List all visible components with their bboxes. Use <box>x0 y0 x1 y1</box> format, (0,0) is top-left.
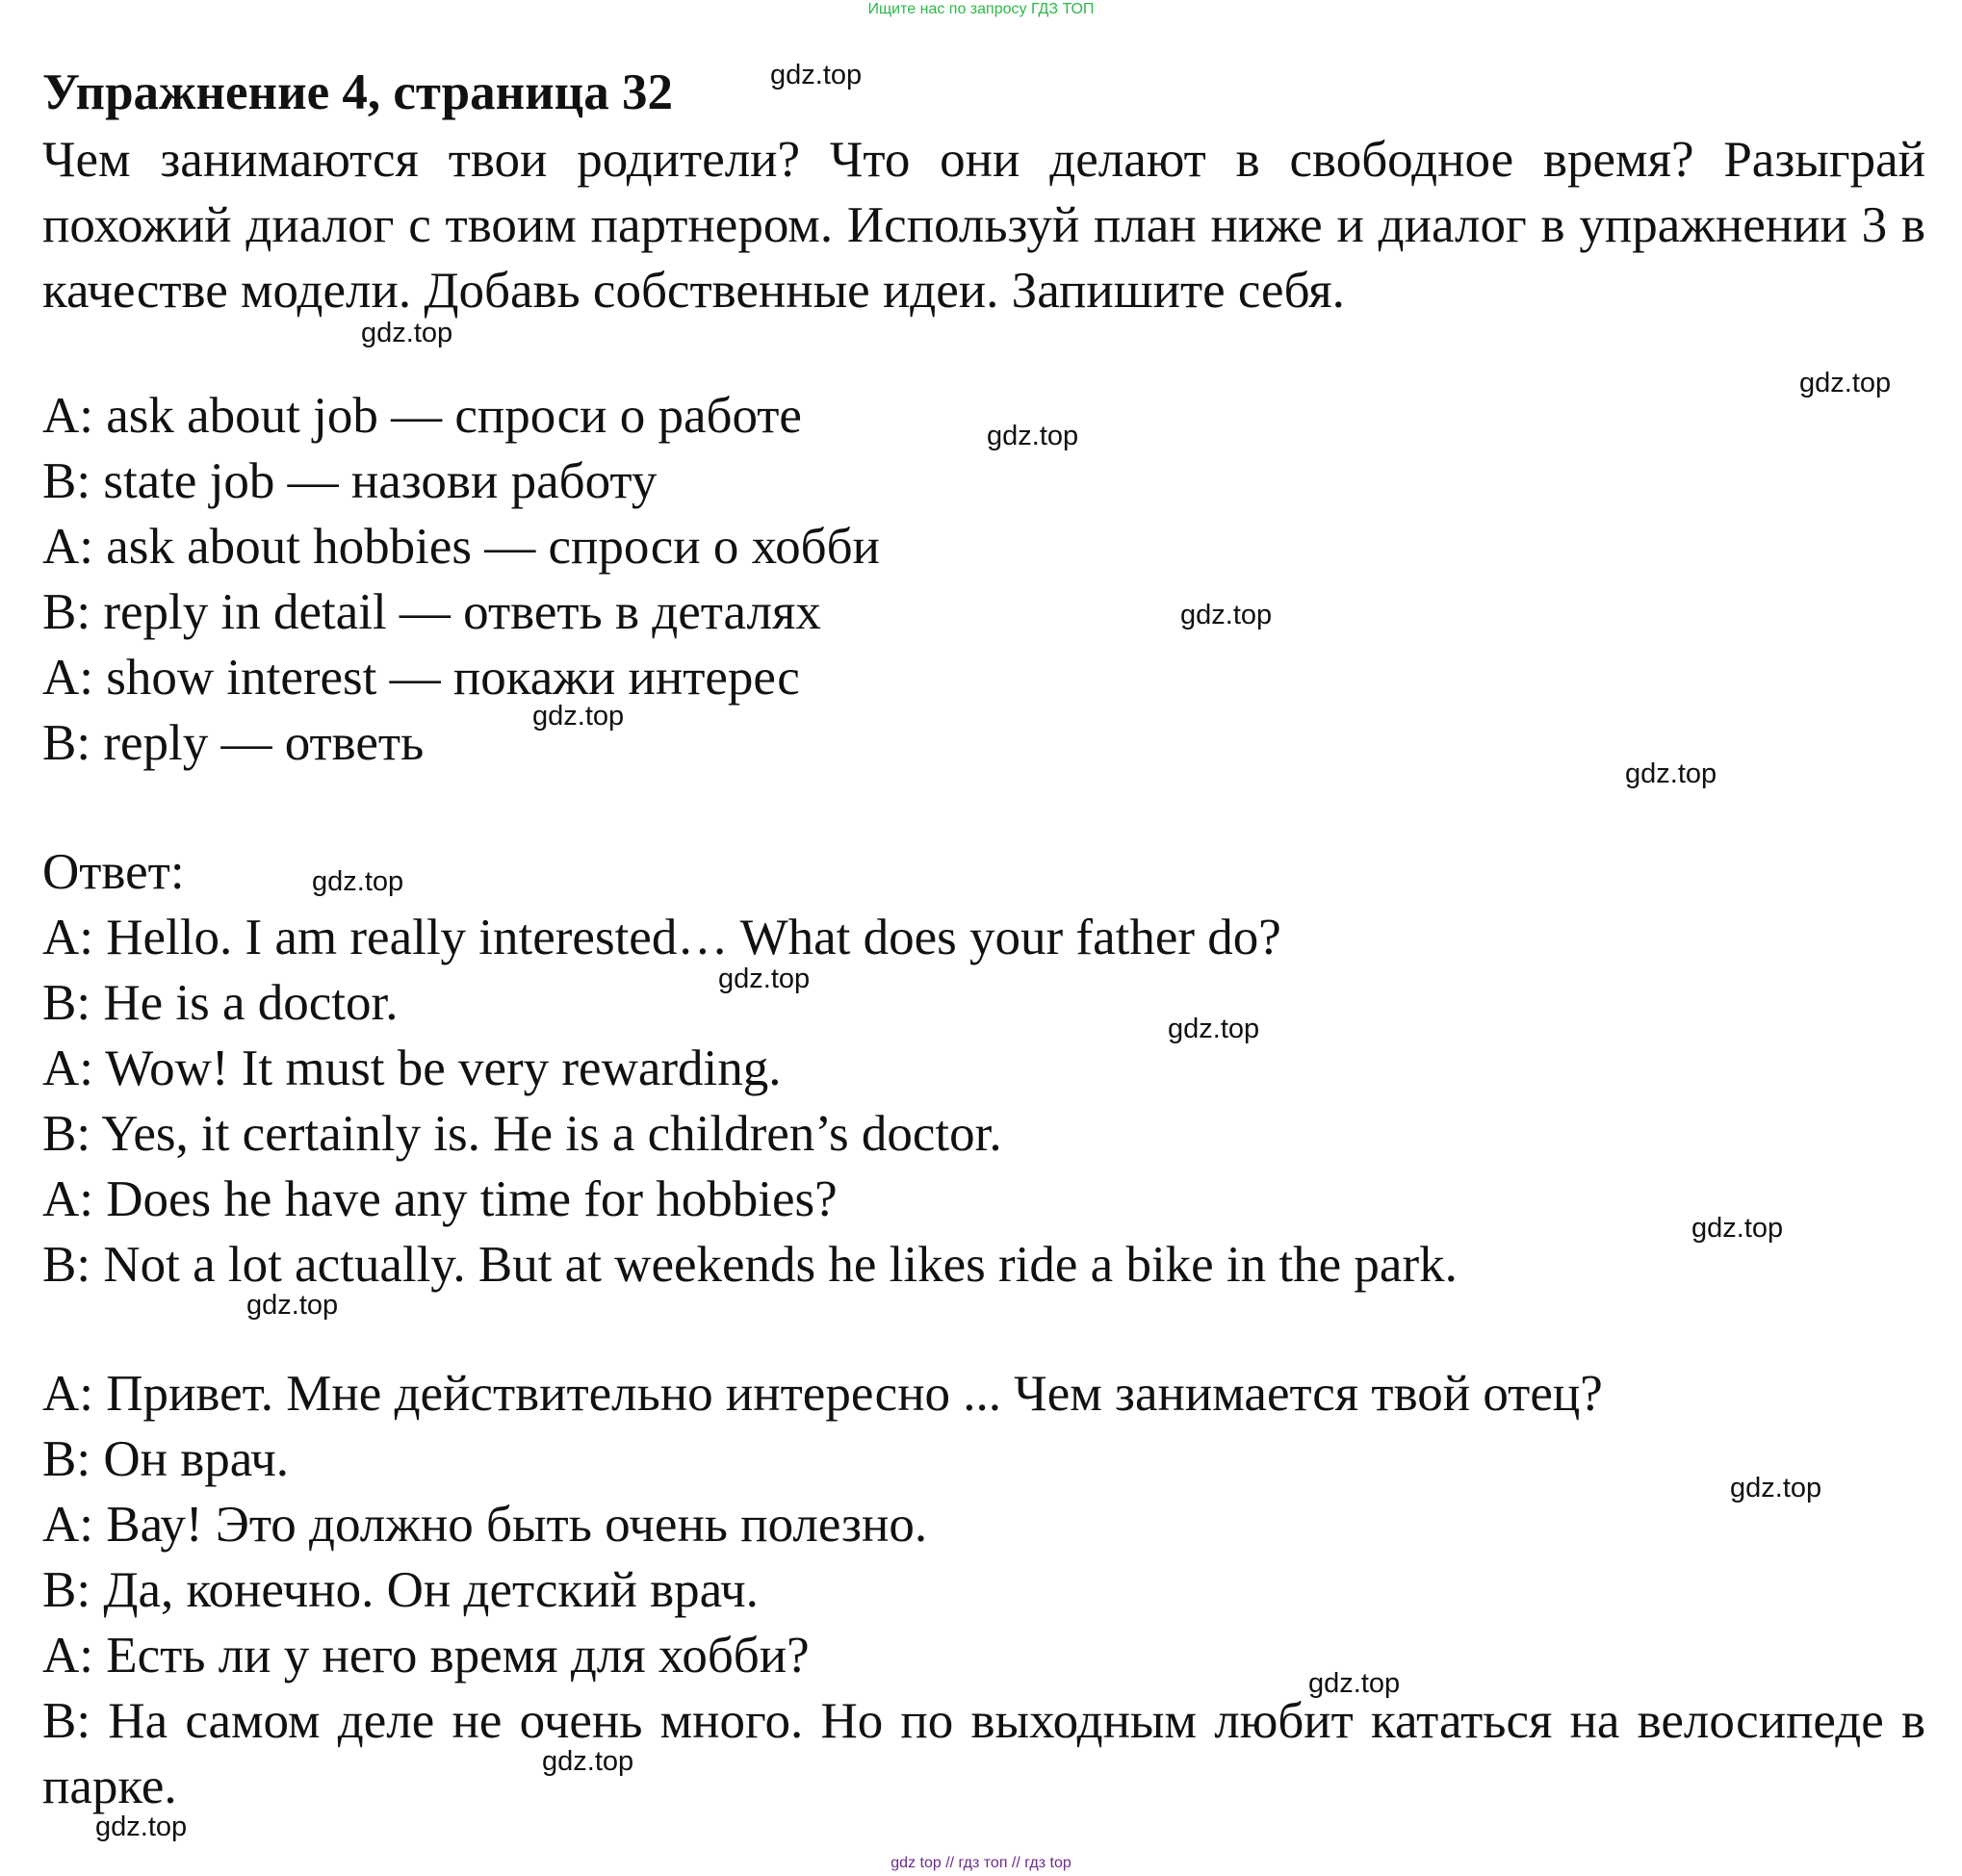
dialog-line: A: Does he have any time for hobbies? <box>42 1171 838 1227</box>
watermark: gdz.top <box>718 964 811 994</box>
watermark: gdz.top <box>246 1290 339 1321</box>
dialog-line: A: Wow! It must be very rewarding. <box>42 1041 782 1096</box>
dialog-line: A: Привет. Мне действительно интересно ... Чем занимается твой отец? <box>42 1366 1603 1422</box>
watermark: gdz.top <box>361 318 453 348</box>
plan-item: A: ask about hobbies — спроси о хобби <box>42 519 880 575</box>
plan-item: B: state job — назови работу <box>42 453 658 509</box>
watermark: gdz.top <box>1691 1213 1784 1244</box>
watermark: gdz.top <box>1180 600 1273 630</box>
watermark: gdz.top <box>1799 368 1892 398</box>
dialog-line: B: He is a doctor. <box>42 975 399 1031</box>
dialog-line: A: Hello. I am really interested… What does your father do? <box>42 910 1281 965</box>
watermark: gdz.top <box>95 1812 188 1842</box>
dialog-russian <box>42 1361 1925 1819</box>
footer-links[interactable]: gdz top // гдз топ // гдз top <box>891 1855 1071 1871</box>
dialog-line: B: Да, конечно. Он детский врач. <box>42 1562 759 1618</box>
dialog-line: B: Not a lot actually. But at weekends he likes ride a bike in the park. <box>42 1237 1458 1293</box>
plan-item: B: reply — ответь <box>42 715 425 771</box>
watermark: gdz.top <box>1730 1473 1822 1503</box>
watermark: gdz.top <box>532 701 625 732</box>
page-title: Упражнение 4, страница 32 <box>42 64 673 120</box>
watermark: gdz.top <box>1168 1014 1260 1044</box>
dialog-line: B: Yes, it certainly is. He is a children’s doctor. <box>42 1106 1002 1162</box>
dialog-line: A: Вау! Это должно быть очень полезно. <box>42 1497 928 1553</box>
task-text: Чем занимаются твои родители? Что они делают в свободное время? Разыграй похожий диалог с твоим партнером. Используй план ниже и диалог в упражнении 3 в качестве модели. Добавь собственные идеи. Запишите себя. <box>42 132 1925 319</box>
dialog-line: B: Он врач. <box>42 1431 290 1487</box>
watermark: gdz.top <box>987 421 1079 451</box>
plan-list <box>42 383 880 776</box>
answer-label: Ответ: <box>42 844 185 900</box>
watermark: gdz.top <box>542 1746 634 1777</box>
watermark: gdz.top <box>770 60 863 90</box>
watermark: gdz.top <box>1308 1668 1401 1699</box>
dialog-line: A: Есть ли у него время для хобби? <box>42 1628 810 1683</box>
watermark: gdz.top <box>312 866 404 897</box>
plan-item: A: show interest — покажи интерес <box>42 650 800 706</box>
top-banner[interactable]: Ищите нас по запросу ГДЗ ТОП <box>867 1 1095 17</box>
plan-item: A: ask about job — спроси о работе <box>42 388 802 444</box>
plan-item: B: reply in detail — ответь в деталях <box>42 584 821 640</box>
watermark: gdz.top <box>1625 758 1717 789</box>
dialog-line: B: На самом деле не очень много. Но по выходным любит кататься на велосипеде в парке. <box>42 1693 1925 1814</box>
